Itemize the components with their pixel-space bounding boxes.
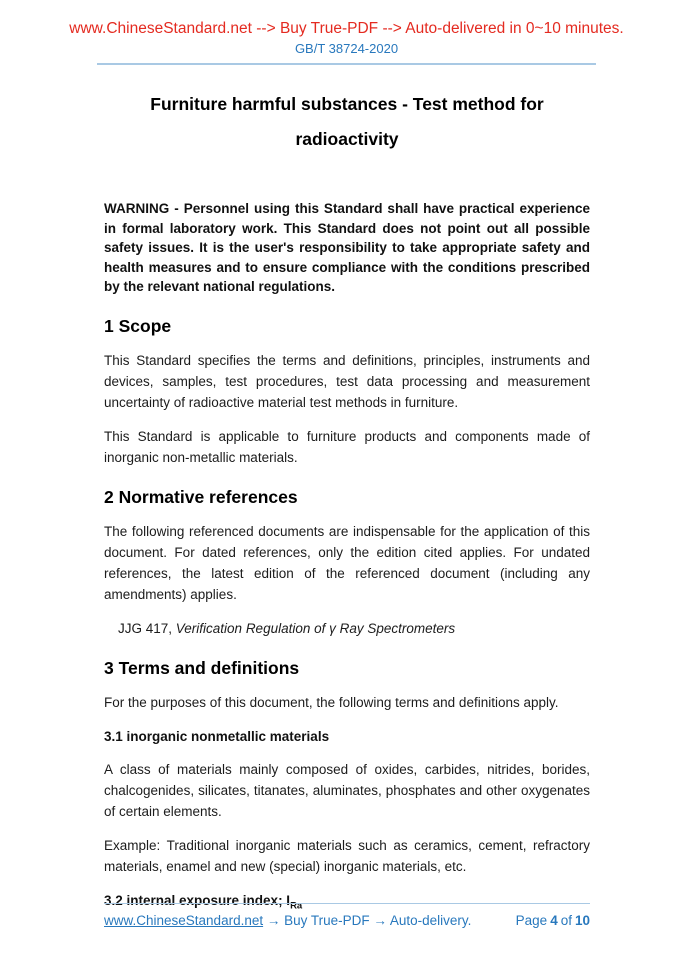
term-3-1-definition: A class of materials mainly composed of oxides, carbides, nitrides, borides, chalcogenides, silicates, titanates, aluminates, phosphates and other oxygenates of certain elements. xyxy=(104,761,590,819)
footer-tail: → Buy True-PDF → Auto-delivery. xyxy=(263,913,472,928)
header-rule xyxy=(97,63,596,65)
section-heading-scope: 1 Scope xyxy=(104,315,172,336)
subscript-ra: Ra xyxy=(290,900,303,912)
page-total: 10 xyxy=(574,913,590,928)
reference-code: JJG 417, xyxy=(118,620,176,636)
page-number: 4 xyxy=(550,913,558,928)
scope-paragraph-2: This Standard is applicable to furniture products and components made of inorganic non-metallic materials. xyxy=(104,428,590,465)
footer-promo xyxy=(104,913,471,928)
normative-references-paragraph: The following referenced documents are indispensable for the application of this document. For dated references, only the edition cited applies. For undated references, the latest edition of the referenced document (including any amendments) applies. xyxy=(104,523,590,602)
term-3-1-example: Example: Traditional inorganic materials such as ceramics, cement, refractory materials, enamel and new (special) inorganic materials, etc. xyxy=(104,837,590,874)
document-title xyxy=(104,87,590,157)
footer-link[interactable]: www.ChineseStandard.net xyxy=(104,913,264,928)
term-3-2-label: 3.2 internal exposure index; I xyxy=(104,892,291,908)
page-label: Page xyxy=(515,913,548,928)
terms-intro-paragraph: For the purposes of this document, the following terms and definitions apply. xyxy=(104,694,559,710)
section-heading-normative-references: 2 Normative references xyxy=(104,486,298,507)
reference-title: Verification Regulation of γ Ray Spectrometers xyxy=(175,620,456,636)
document-title-line1: Furniture harmful substances - Test method for xyxy=(150,94,544,114)
section-heading-terms-definitions: 3 Terms and definitions xyxy=(104,657,300,678)
page-footer xyxy=(104,903,590,928)
scope-paragraph-1: This Standard specifies the terms and definitions, principles, instruments and devices, samples, test procedures, test data processing and measurement uncertainty of radioactive material test methods in furniture. xyxy=(104,352,590,410)
of-label: of xyxy=(560,913,572,928)
standard-code: GB/T 38724-2020 xyxy=(294,41,399,56)
promo-banner: www.ChineseStandard.net --> Buy True-PDF --> Auto-delivered in 0~10 minutes. xyxy=(69,20,624,37)
footer-rule xyxy=(104,903,590,904)
page-indicator xyxy=(513,913,590,928)
page-header xyxy=(0,0,693,65)
reference-entry xyxy=(104,618,590,639)
document-title-line2: radioactivity xyxy=(295,129,399,149)
term-heading-3-1: 3.1 inorganic nonmetallic materials xyxy=(104,728,330,744)
document-content xyxy=(0,87,693,915)
warning-paragraph: WARNING - Personnel using this Standard shall have practical experience in formal laboratory work. This Standard does not point out all possible safety issues. It is the user's responsibility to take appropriate safety and health measures and to ensure compliance with the conditions prescribed by the relevant national regulations. xyxy=(104,201,590,294)
